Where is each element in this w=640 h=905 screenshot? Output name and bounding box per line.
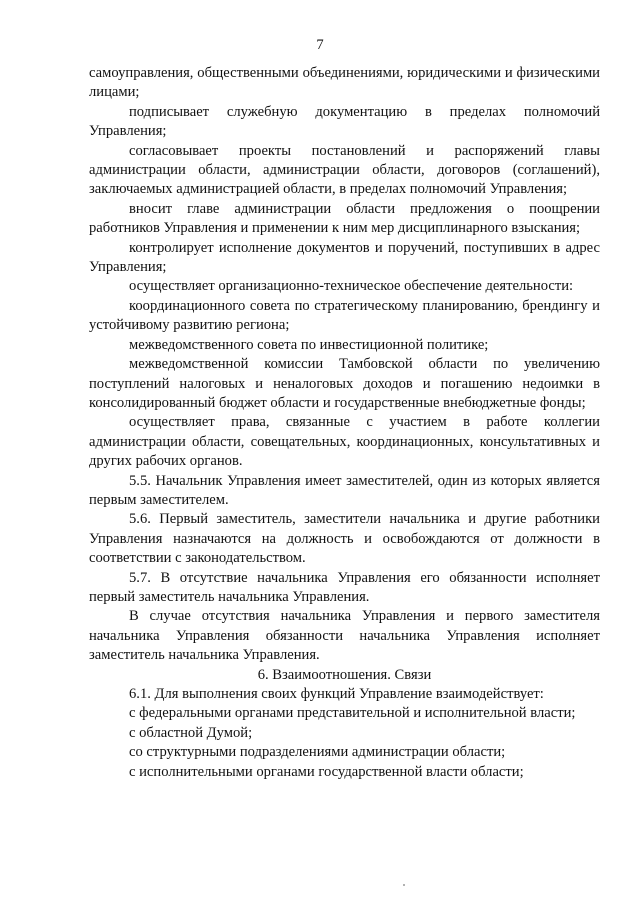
paragraph-clause-5-7: 5.7. В отсутствие начальника Управления его обязанности исполняет первый заместитель начальника Управления. — [89, 569, 600, 605]
paragraph-controls-execution: контролирует исполнение документов и поручений, поступивших в адрес Управления; — [89, 239, 600, 276]
paragraph-clause-5-6: 5.6. Первый заместитель, заместители начальника и другие работники Управления назначаются на должность и освобождаются от должности в соответствии с законодательством. — [89, 511, 600, 567]
paragraph-exercises-rights: осуществляет права, связанные с участием в работе коллегии администрации области, совещательных, координационных, консультативных и других рабочих органов. — [89, 414, 600, 470]
paragraph-clause-5-5: 5.5. Начальник Управления имеет заместителей, один из которых является первым заместителем. — [89, 472, 600, 508]
paragraph-submits-proposals: вносит главе администрации области предложения о поощрении работников Управления и применении к ним мер дисциплинарного взыскания; — [89, 200, 600, 237]
list-item-regional-duma: с областной Думой; — [129, 724, 253, 741]
paragraph-coordination-council: координационного совета по стратегическому планированию, брендингу и устойчивому развитию региона; — [89, 297, 600, 334]
paragraph-investment-council: межведомственного совета по инвестиционной политике; — [129, 336, 489, 353]
paragraph-technical-support: осуществляет организационно-техническое обеспечение деятельности: — [129, 278, 574, 295]
page-number: 7 — [316, 37, 324, 53]
paragraph-continuation: самоуправления, общественными объединениями, юридическими и физическими лицами; — [89, 65, 600, 101]
list-item-executive-bodies: с исполнительными органами государственной власти области; — [129, 763, 524, 780]
scan-speck — [403, 884, 405, 886]
paragraph-signs-documents: подписывает служебную документацию в пределах полномочий Управления; — [89, 103, 600, 140]
paragraph-interagency-commission: межведомственной комиссии Тамбовской области по увеличению поступлений налоговых и неналоговых доходов и погашению недоимки в консолидированный бюджет области и государственные внебюджетные фонды; — [89, 356, 600, 411]
list-item-federal-bodies: с федеральными органами представительной и исполнительной власти; — [129, 705, 576, 722]
paragraph-absence-case: В случае отсутствия начальника Управления и первого заместителя начальника Управления обязанности начальника Управления исполняет заместитель начальника Управления. — [89, 608, 600, 664]
paragraph-approves-drafts: согласовывает проекты постановлений и распоряжений главы администрации области, администрации области, договоров (соглашений), заключаемых администрацией области, в пределах полномочий Управления; — [89, 142, 600, 198]
section-heading-6: 6. Взаимоотношения. Связи — [257, 666, 432, 683]
paragraph-clause-6-1: 6.1. Для выполнения своих функций Управление взаимодействует: — [129, 686, 544, 702]
document-body — [89, 64, 600, 782]
list-item-structural-units: со структурными подразделениями администрации области; — [129, 744, 506, 761]
